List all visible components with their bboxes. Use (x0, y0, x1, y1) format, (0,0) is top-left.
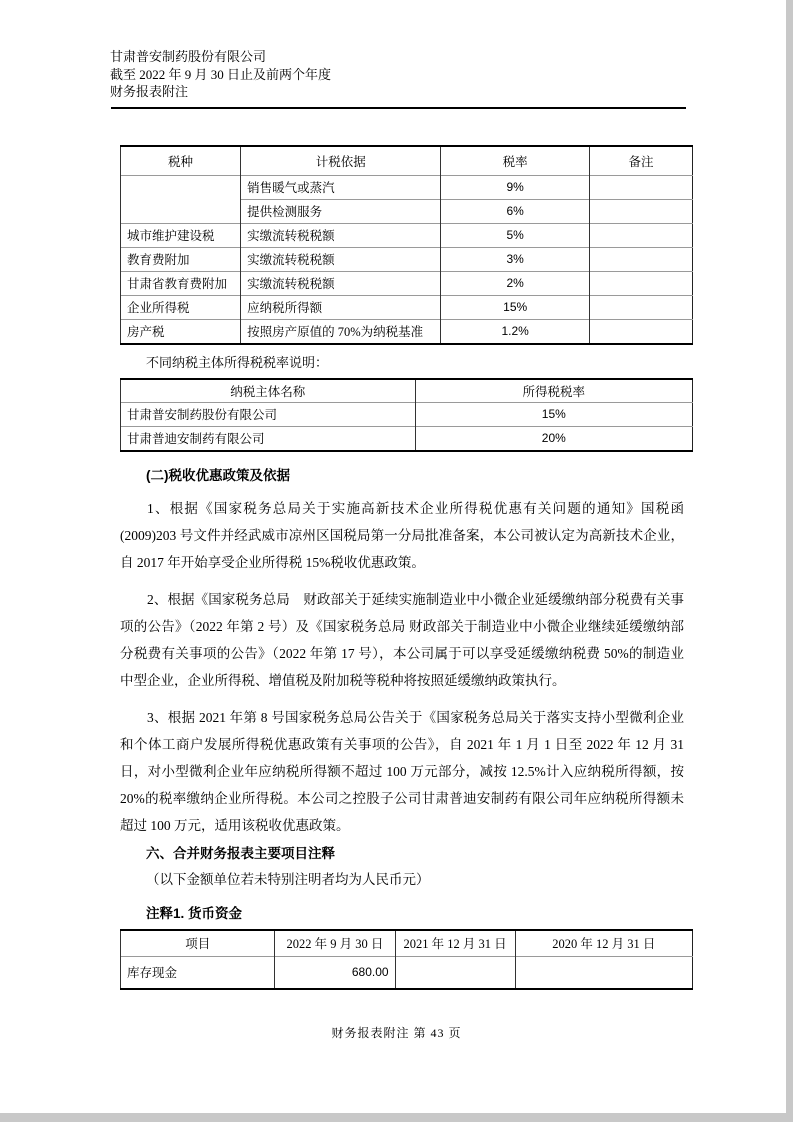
col-header-remark: 备注 (590, 146, 693, 176)
col-header-item: 项目 (121, 930, 275, 957)
col-header-income-tax-rate: 所得税税率 (415, 379, 692, 403)
header-divider (111, 107, 686, 109)
cell-tax-type: 甘肃省教育费附加 (121, 271, 241, 295)
cell-tax-rate: 2% (441, 271, 590, 295)
cell-tax-rate: 6% (441, 199, 590, 223)
table-row (121, 956, 693, 989)
cell-tax-basis: 实缴流转税税额 (241, 223, 441, 247)
cell-entity-name: 甘肃普安制药股份有限公司 (121, 402, 416, 426)
cell-tax-basis: 实缴流转税税额 (241, 247, 441, 271)
cell-remark (590, 199, 693, 223)
income-tax-rate-table (120, 378, 693, 452)
cell-remark (590, 295, 693, 319)
cell-income-tax-rate: 20% (415, 426, 692, 451)
table-header-row (121, 379, 693, 403)
col-header-entity-name: 纳税主体名称 (121, 379, 416, 403)
report-period: 截至 2022 年 9 月 30 日止及前两个年度 (110, 66, 332, 82)
cell-tax-basis: 按照房产原值的 70%为纳税基准 (241, 319, 441, 344)
cell-tax-type-merged (121, 175, 241, 223)
document-title: 财务报表附注 (110, 84, 189, 99)
section-title-consolidated-notes: 六、合并财务报表主要项目注释 (146, 845, 335, 861)
cell-tax-type: 教育费附加 (121, 247, 241, 271)
cell-tax-rate: 3% (441, 247, 590, 271)
table-header-row (121, 930, 693, 957)
col-header-2021-12-31: 2021 年 12 月 31 日 (395, 930, 515, 957)
cell-entity-name: 甘肃普迪安制药有限公司 (121, 426, 416, 451)
cell-value-2020 (515, 956, 692, 989)
cell-item-cash-on-hand: 库存现金 (121, 956, 275, 989)
col-header-2022-09-30: 2022 年 9 月 30 日 (275, 930, 395, 957)
cash-table (120, 929, 693, 990)
cell-tax-type: 房产税 (121, 319, 241, 344)
cell-tax-type: 企业所得税 (121, 295, 241, 319)
table-row (121, 319, 693, 344)
tax-rate-table (120, 145, 693, 345)
cell-remark (590, 319, 693, 344)
page-edge-right (786, 0, 793, 1122)
cell-tax-rate: 1.2% (441, 319, 590, 344)
table-header-row (121, 146, 693, 176)
paragraph-tax-incentive-3: 3、根据 2021 年第 8 号国家税务总局公告关于《国家税务总局关于落实支持小型微利企业和个体工商户发展所得税优惠政策有关事项的公告》，自 2021 年 1 月 1 日至 2022 年 12 月 31 日，对小型微利企业年应纳税所得额不超过 100 万元部分，减按 12.5%计入应纳税所得额，按 20%的税率缴纳企业所得税。本公司之控股子公司甘肃普迪安制药有限公司年应纳税所得额未超过 100 万元，适用该税收优惠政策。 (120, 709, 684, 833)
cell-tax-rate: 9% (441, 175, 590, 199)
cell-tax-rate: 15% (441, 295, 590, 319)
cell-income-tax-rate: 15% (415, 402, 692, 426)
page-edge-bottom (0, 1113, 793, 1122)
cell-tax-basis: 实缴流转税税额 (241, 271, 441, 295)
cell-tax-basis: 应纳税所得额 (241, 295, 441, 319)
entity-rate-note: 不同纳税主体所得税税率说明： (146, 354, 329, 370)
page-content (110, 48, 686, 1041)
page-header (110, 48, 686, 101)
cell-value-2022: 680.00 (275, 956, 395, 989)
currency-unit-note: （以下金额单位若未特别注明者均为人民币元） (146, 871, 430, 887)
table-row (121, 247, 693, 271)
col-header-tax-type: 税种 (121, 146, 241, 176)
note1-title-monetary-funds: 注释1. 货币资金 (146, 905, 243, 921)
cell-tax-type: 城市维护建设税 (121, 223, 241, 247)
cell-remark (590, 175, 693, 199)
paragraph-tax-incentive-2: 2、根据《国家税务总局 财政部关于延续实施制造业中小微企业延缓缴纳部分税费有关事项的公告》（2022 年第 2 号）及《国家税务总局 财政部关于制造业中小微企业继续延缓缴纳部分税费有关事项的公告》（2022 年第 17 号），本公司属于可以享受延缓缴纳税费 50%的制造业中型企业，企业所得税、增值税及附加税等税种将按照延缓缴纳政策执行。 (120, 591, 684, 688)
company-name: 甘肃普安制药股份有限公司 (110, 49, 267, 64)
table-row (121, 295, 693, 319)
table-row (121, 271, 693, 295)
col-header-tax-basis: 计税依据 (241, 146, 441, 176)
cell-remark (590, 271, 693, 295)
col-header-2020-12-31: 2020 年 12 月 31 日 (515, 930, 692, 957)
table-row (121, 402, 693, 426)
table-row (121, 175, 693, 199)
cell-remark (590, 223, 693, 247)
cell-tax-basis: 销售暖气或蒸汽 (241, 175, 441, 199)
col-header-tax-rate: 税率 (441, 146, 590, 176)
table-row (121, 426, 693, 451)
cell-tax-basis: 提供检测服务 (241, 199, 441, 223)
cell-value-2021 (395, 956, 515, 989)
table-row (121, 223, 693, 247)
cell-remark (590, 247, 693, 271)
section-title-tax-incentives: (二)税收优惠政策及依据 (146, 467, 290, 483)
paragraph-tax-incentive-1: 1、根据《国家税务总局关于实施高新技术企业所得税优惠有关问题的通知》国税函(2009)203 号文件并经武威市凉州区国税局第一分局批准备案，本公司被认定为高新技术企业，自 2017 年开始享受企业所得税 15%税收优惠政策。 (120, 500, 684, 570)
cell-tax-rate: 5% (441, 223, 590, 247)
page-footer: 财务报表附注 第 43 页 (331, 1025, 462, 1040)
